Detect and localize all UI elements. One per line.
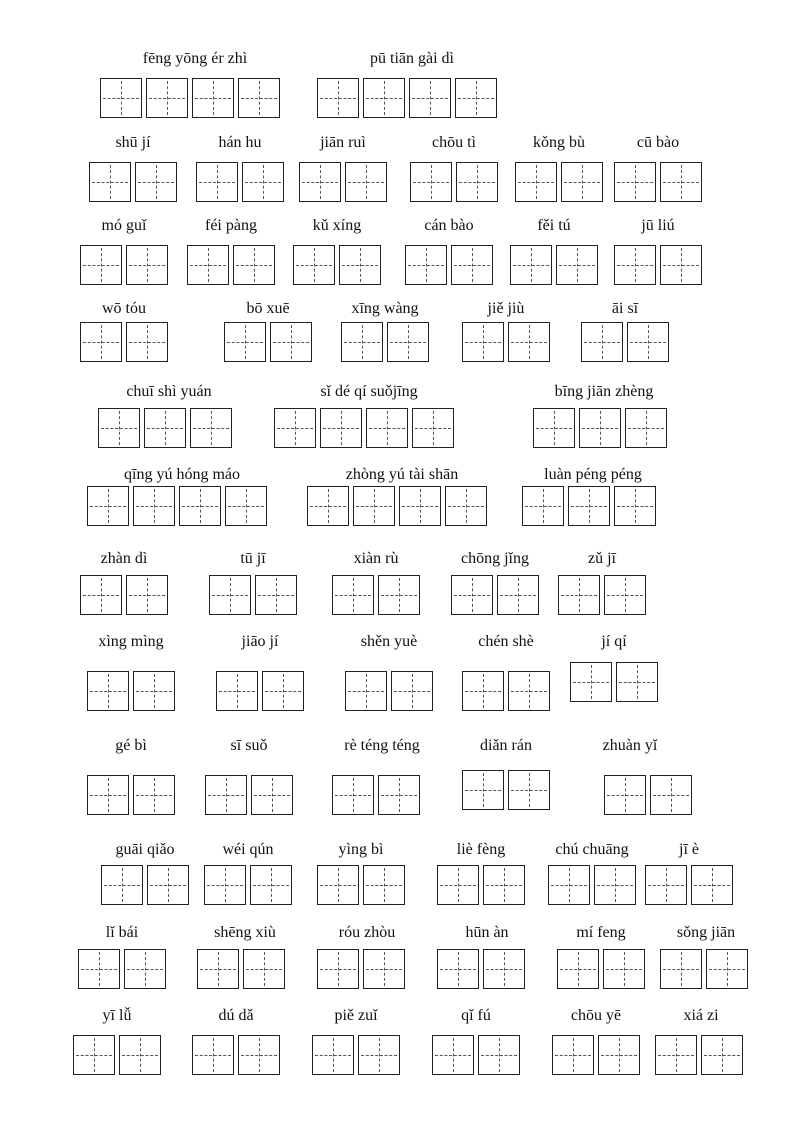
writing-box[interactable] [462,770,504,810]
writing-box[interactable] [616,662,658,702]
writing-box[interactable] [317,949,359,989]
pinyin-label: jiāo jí [241,633,279,650]
writing-box[interactable] [451,575,493,615]
pinyin-label: jí qí [601,633,627,650]
writing-box[interactable] [363,78,405,118]
pinyin-label: wéi qún [222,841,274,858]
pinyin-label: sī suǒ [230,737,268,754]
writing-box[interactable] [251,775,293,815]
pinyin-label: jī è [679,841,699,858]
pinyin-label: gé bì [115,737,147,754]
writing-box[interactable] [89,162,131,202]
writing-box[interactable] [238,1035,280,1075]
writing-box[interactable] [124,949,166,989]
writing-box[interactable] [126,245,168,285]
pinyin-label: jiě jiù [487,300,525,317]
writing-box[interactable] [660,245,702,285]
writing-box[interactable] [238,78,280,118]
writing-box[interactable] [320,408,362,448]
writing-box[interactable] [660,162,702,202]
pinyin-label: dú dǎ [218,1007,254,1024]
writing-box[interactable] [579,408,621,448]
pinyin-label: chōu yē [570,1007,622,1024]
writing-box[interactable] [179,486,221,526]
writing-box[interactable] [133,486,175,526]
writing-box[interactable] [363,865,405,905]
writing-box[interactable] [209,575,251,615]
pinyin-label: qīng yú hóng máo [124,466,240,483]
pinyin-label: piě zuǐ [334,1007,378,1024]
writing-box[interactable] [87,486,129,526]
writing-box[interactable] [192,78,234,118]
writing-box[interactable] [224,322,266,362]
writing-box[interactable] [650,775,692,815]
writing-box[interactable] [332,575,374,615]
writing-box[interactable] [312,1035,354,1075]
writing-box[interactable] [225,486,267,526]
writing-box[interactable] [625,408,667,448]
pinyin-label: fěi tú [537,217,571,234]
pinyin-label: shēng xiù [214,924,276,941]
writing-box[interactable] [568,486,610,526]
writing-box[interactable] [614,486,656,526]
writing-box[interactable] [508,770,550,810]
writing-box[interactable] [561,162,603,202]
writing-box[interactable] [358,1035,400,1075]
writing-box[interactable] [552,1035,594,1075]
writing-box[interactable] [378,775,420,815]
writing-box[interactable] [87,671,129,711]
pinyin-label: liè fèng [456,841,506,858]
pinyin-label: chén shè [478,633,534,650]
writing-box[interactable] [345,671,387,711]
writing-box[interactable] [604,775,646,815]
pinyin-label: zhòng yú tài shān [345,466,459,483]
pinyin-label: kǒng bù [533,134,585,151]
writing-box[interactable] [345,162,387,202]
writing-box[interactable] [570,662,612,702]
writing-box[interactable] [510,245,552,285]
pinyin-label: chōng jǐng [461,550,529,567]
pinyin-label: xiá zi [683,1007,719,1024]
writing-box[interactable] [557,949,599,989]
pinyin-label: róu zhòu [338,924,396,941]
pinyin-label: xiàn rù [353,550,399,567]
pinyin-label: sǒng jiān [676,924,736,941]
writing-box[interactable] [339,245,381,285]
pinyin-label: cū bào [636,134,680,151]
pinyin-label: hán hu [218,134,262,151]
writing-box[interactable] [135,162,177,202]
writing-box[interactable] [533,408,575,448]
writing-box[interactable] [317,865,359,905]
pinyin-label: fēng yōng ér zhì [142,50,248,67]
writing-box[interactable] [391,671,433,711]
writing-box[interactable] [243,949,285,989]
writing-box[interactable] [456,162,498,202]
pinyin-label: cán bào [424,217,474,234]
writing-box[interactable] [462,322,504,362]
writing-box[interactable] [399,486,441,526]
writing-box[interactable] [378,575,420,615]
pinyin-label: xīng wàng [351,300,419,317]
writing-box[interactable] [497,575,539,615]
writing-box[interactable] [133,671,175,711]
writing-box[interactable] [548,865,590,905]
pinyin-label: mí feng [576,924,626,941]
writing-box[interactable] [691,865,733,905]
writing-box[interactable] [196,162,238,202]
writing-box[interactable] [299,162,341,202]
writing-box[interactable] [274,408,316,448]
writing-box[interactable] [451,245,493,285]
writing-box[interactable] [508,671,550,711]
pinyin-label: jū liú [641,217,675,234]
writing-box[interactable] [262,671,304,711]
writing-box[interactable] [645,865,687,905]
pinyin-label: tū jī [240,550,266,567]
pinyin-label: bō xuē [246,300,290,317]
writing-box[interactable] [594,865,636,905]
writing-box[interactable] [80,245,122,285]
pinyin-label: zǔ jī [588,550,616,567]
writing-box[interactable] [655,1035,697,1075]
writing-box[interactable] [87,775,129,815]
writing-box[interactable] [455,78,497,118]
writing-box[interactable] [508,322,550,362]
writing-box[interactable] [706,949,748,989]
writing-box[interactable] [483,949,525,989]
pinyin-label: kǔ xíng [312,217,362,234]
writing-box[interactable] [133,775,175,815]
pinyin-label: chú chuāng [555,841,629,858]
writing-box[interactable] [614,245,656,285]
writing-box[interactable] [147,865,189,905]
writing-box[interactable] [204,865,246,905]
writing-box[interactable] [701,1035,743,1075]
pinyin-label: yī lǚ [102,1007,132,1024]
pinyin-label: āi sī [611,300,639,317]
writing-box[interactable] [255,575,297,615]
writing-box[interactable] [581,322,623,362]
writing-box[interactable] [73,1035,115,1075]
writing-box[interactable] [78,949,120,989]
writing-box[interactable] [353,486,395,526]
writing-box[interactable] [126,322,168,362]
pinyin-label: zhàn dì [100,550,148,567]
writing-box[interactable] [98,408,140,448]
pinyin-label: wō tóu [102,300,146,317]
writing-box[interactable] [409,78,451,118]
writing-box[interactable] [100,78,142,118]
writing-box[interactable] [126,575,168,615]
pinyin-label: mó guǐ [101,217,147,234]
writing-box[interactable] [307,486,349,526]
writing-box[interactable] [270,322,312,362]
writing-box[interactable] [445,486,487,526]
pinyin-label: diǎn rán [480,737,532,754]
writing-box[interactable] [101,865,143,905]
writing-box[interactable] [80,322,122,362]
pinyin-label: lǐ bái [105,924,139,941]
writing-box[interactable] [412,408,454,448]
pinyin-label: chōu tì [432,134,476,151]
pinyin-label: xìng mìng [98,633,164,650]
writing-box[interactable] [660,949,702,989]
writing-box[interactable] [187,245,229,285]
writing-box[interactable] [556,245,598,285]
writing-box[interactable] [405,245,447,285]
writing-box[interactable] [144,408,186,448]
writing-box[interactable] [387,322,429,362]
writing-box[interactable] [190,408,232,448]
pinyin-label: hūn àn [465,924,509,941]
pinyin-label: sǐ dé qí suǒjīng [320,383,418,400]
pinyin-label: pū tiān gài dì [370,50,454,67]
writing-box[interactable] [598,1035,640,1075]
writing-box[interactable] [341,322,383,362]
pinyin-label: yìng bì [338,841,384,858]
pinyin-label: qǐ fú [461,1007,491,1024]
pinyin-label: shū jí [115,134,151,151]
writing-box[interactable] [604,575,646,615]
pinyin-label: luàn péng péng [544,466,642,483]
pinyin-label: féi pàng [205,217,257,234]
writing-box[interactable] [80,575,122,615]
writing-box[interactable] [462,671,504,711]
writing-box[interactable] [119,1035,161,1075]
writing-box[interactable] [363,949,405,989]
pinyin-label: rè téng téng [344,737,420,754]
writing-box[interactable] [437,865,479,905]
pinyin-label: chuī shì yuán [126,383,212,400]
writing-box[interactable] [603,949,645,989]
pinyin-label: shěn yuè [360,633,418,650]
writing-box[interactable] [437,949,479,989]
writing-box[interactable] [515,162,557,202]
pinyin-label: bīng jiān zhèng [554,383,654,400]
writing-box[interactable] [242,162,284,202]
writing-box[interactable] [483,865,525,905]
writing-box[interactable] [250,865,292,905]
writing-box[interactable] [332,775,374,815]
writing-box[interactable] [627,322,669,362]
writing-box[interactable] [558,575,600,615]
writing-box[interactable] [614,162,656,202]
pinyin-label: jiān ruì [320,134,366,151]
writing-box[interactable] [205,775,247,815]
writing-box[interactable] [216,671,258,711]
pinyin-label: zhuàn yǐ [602,737,658,754]
writing-box[interactable] [432,1035,474,1075]
writing-box[interactable] [478,1035,520,1075]
writing-box[interactable] [522,486,564,526]
pinyin-label: guāi qiǎo [115,841,175,858]
writing-box[interactable] [366,408,408,448]
writing-box[interactable] [233,245,275,285]
writing-box[interactable] [410,162,452,202]
writing-box[interactable] [197,949,239,989]
writing-box[interactable] [317,78,359,118]
writing-box[interactable] [192,1035,234,1075]
writing-box[interactable] [146,78,188,118]
writing-box[interactable] [293,245,335,285]
